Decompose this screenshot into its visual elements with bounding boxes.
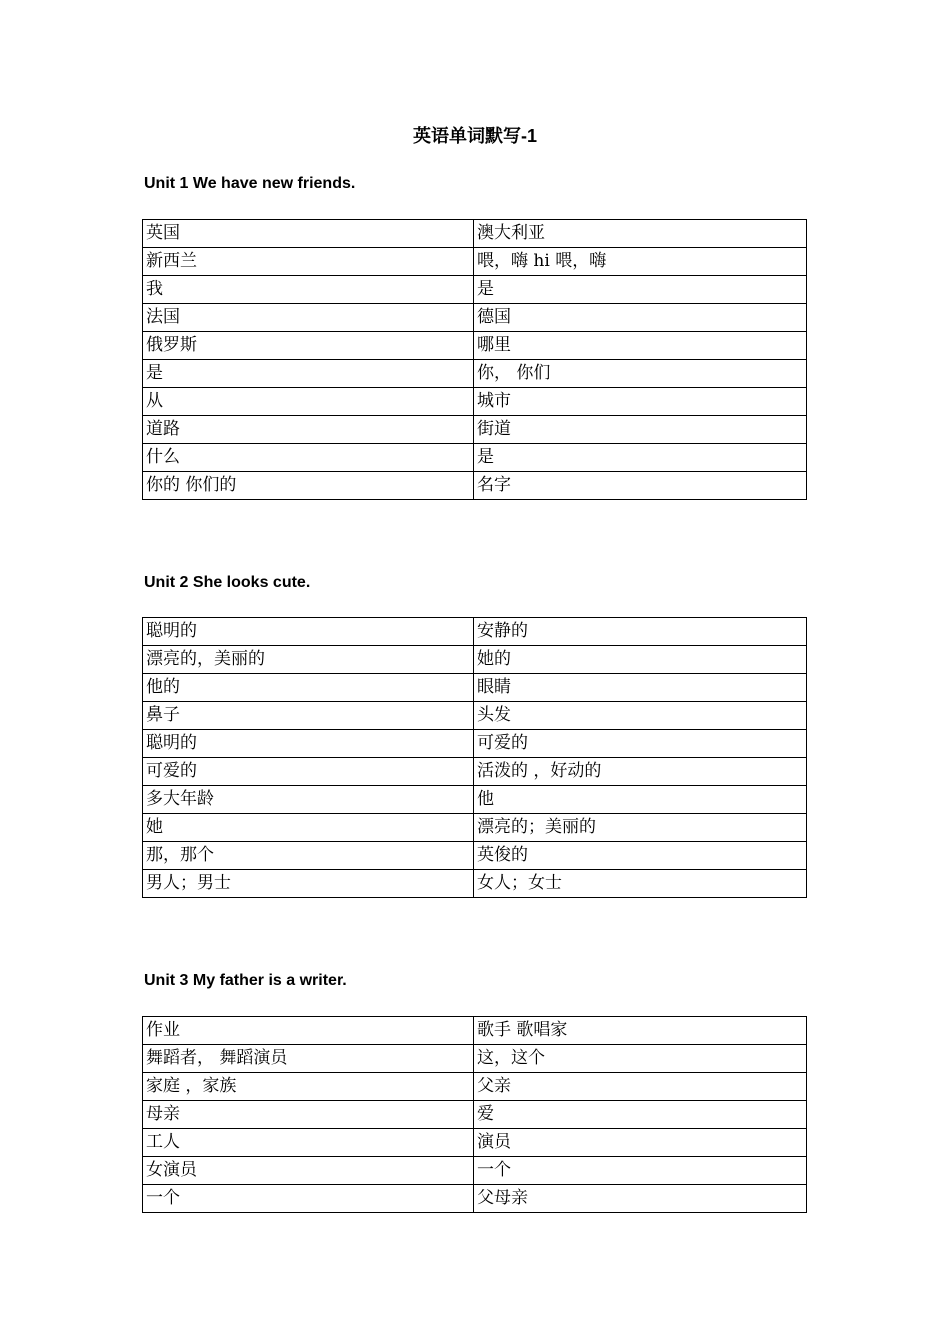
vocab-cell-left: 我 — [143, 276, 474, 304]
table-row — [143, 870, 807, 898]
vocab-cell-right: 喂，嗨 hi 喂，嗨 — [474, 248, 807, 276]
table-row — [143, 276, 807, 304]
table-row — [143, 618, 807, 646]
table-row — [143, 1157, 807, 1185]
vocab-cell-left: 他的 — [143, 674, 474, 702]
table-row — [143, 248, 807, 276]
vocab-cell-left: 作业 — [143, 1017, 474, 1045]
vocab-cell-right: 澳大利亚 — [474, 220, 807, 248]
vocab-cell-left: 男人；男士 — [143, 870, 474, 898]
vocab-cell-right: 爱 — [474, 1101, 807, 1129]
vocab-cell-left: 家庭 ，家族 — [143, 1073, 474, 1101]
table-row — [143, 332, 807, 360]
vocab-cell-left: 是 — [143, 360, 474, 388]
unit-3-heading: Unit 3 My father is a writer. — [144, 972, 347, 989]
vocab-cell-right: 她的 — [474, 646, 807, 674]
table-row — [143, 1045, 807, 1073]
table-row — [143, 814, 807, 842]
vocab-cell-left: 道路 — [143, 416, 474, 444]
table-row — [143, 444, 807, 472]
vocab-cell-left: 那，那个 — [143, 842, 474, 870]
vocab-cell-right: 是 — [474, 444, 807, 472]
vocab-cell-left: 漂亮的，美丽的 — [143, 646, 474, 674]
vocab-cell-right: 眼睛 — [474, 674, 807, 702]
vocab-cell-left: 什么 — [143, 444, 474, 472]
table-row — [143, 730, 807, 758]
vocab-cell-left: 舞蹈者， 舞蹈演员 — [143, 1045, 474, 1073]
table-row — [143, 360, 807, 388]
vocab-cell-right: 哪里 — [474, 332, 807, 360]
unit-1-heading: Unit 1 We have new friends. — [144, 175, 356, 192]
table-row — [143, 758, 807, 786]
vocab-cell-right: 名字 — [474, 472, 807, 500]
vocab-cell-left: 聪明的 — [143, 618, 474, 646]
unit-2-heading: Unit 2 She looks cute. — [144, 574, 311, 591]
vocab-cell-right: 城市 — [474, 388, 807, 416]
vocab-cell-left: 工人 — [143, 1129, 474, 1157]
vocab-cell-left: 鼻子 — [143, 702, 474, 730]
unit-1-vocab-table — [142, 219, 807, 500]
vocab-cell-left: 可爱的 — [143, 758, 474, 786]
vocab-cell-left: 她 — [143, 814, 474, 842]
unit-2-vocab-table — [142, 617, 807, 898]
table-row — [143, 1017, 807, 1045]
vocab-cell-left: 法国 — [143, 304, 474, 332]
vocab-cell-right: 他 — [474, 786, 807, 814]
vocab-cell-right: 可爱的 — [474, 730, 807, 758]
vocab-cell-right: 你， 你们 — [474, 360, 807, 388]
vocab-cell-right: 父亲 — [474, 1073, 807, 1101]
table-row — [143, 674, 807, 702]
vocab-cell-right: 父母亲 — [474, 1185, 807, 1213]
vocab-cell-right: 漂亮的；美丽的 — [474, 814, 807, 842]
vocab-cell-left: 俄罗斯 — [143, 332, 474, 360]
vocab-cell-left: 聪明的 — [143, 730, 474, 758]
vocab-cell-left: 从 — [143, 388, 474, 416]
table-row — [143, 220, 807, 248]
vocab-cell-left: 母亲 — [143, 1101, 474, 1129]
table-row — [143, 842, 807, 870]
vocab-cell-right: 街道 — [474, 416, 807, 444]
table-row — [143, 786, 807, 814]
table-row — [143, 646, 807, 674]
table-row — [143, 388, 807, 416]
page-title: 英语单词默写-1 — [412, 126, 537, 146]
table-row — [143, 1185, 807, 1213]
table-row — [143, 1129, 807, 1157]
vocab-cell-right: 歌手 歌唱家 — [474, 1017, 807, 1045]
vocab-cell-right: 活泼的 ，好动的 — [474, 758, 807, 786]
vocab-cell-left: 你的 你们的 — [143, 472, 474, 500]
vocab-cell-left: 一个 — [143, 1185, 474, 1213]
vocab-cell-left: 多大年龄 — [143, 786, 474, 814]
vocab-cell-right: 安静的 — [474, 618, 807, 646]
vocab-cell-right: 演员 — [474, 1129, 807, 1157]
vocab-cell-right: 一个 — [474, 1157, 807, 1185]
vocab-cell-left: 女演员 — [143, 1157, 474, 1185]
vocab-cell-left: 英国 — [143, 220, 474, 248]
table-row — [143, 1101, 807, 1129]
vocab-cell-right: 头发 — [474, 702, 807, 730]
table-row — [143, 1073, 807, 1101]
table-row — [143, 304, 807, 332]
vocab-cell-left: 新西兰 — [143, 248, 474, 276]
vocab-cell-right: 是 — [474, 276, 807, 304]
unit-3-vocab-table — [142, 1016, 807, 1213]
vocab-cell-right: 英俊的 — [474, 842, 807, 870]
vocab-cell-right: 女人；女士 — [474, 870, 807, 898]
vocab-cell-right: 这，这个 — [474, 1045, 807, 1073]
table-row — [143, 416, 807, 444]
vocab-cell-right: 德国 — [474, 304, 807, 332]
table-row — [143, 702, 807, 730]
table-row — [143, 472, 807, 500]
